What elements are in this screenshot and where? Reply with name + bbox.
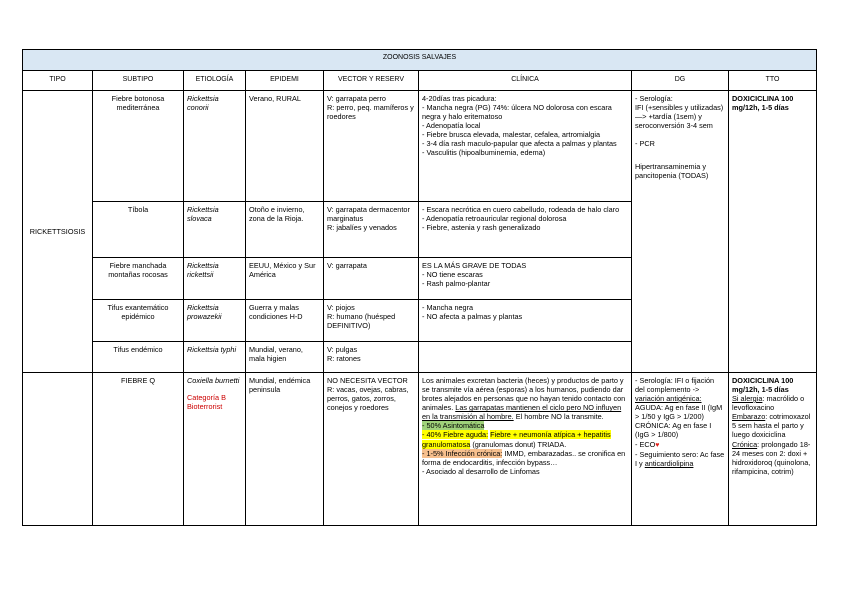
subtipo-cell: Fiebre botonosa mediterránea bbox=[93, 90, 184, 201]
clinica-aguda-triad: Fiebre + neumonía atípica + hepatitis granulomatosa bbox=[422, 430, 611, 449]
clinica-line: - Mancha negra (PG) 74%: úlcera NO dolorosa con escara negra y halo eritematoso bbox=[422, 102, 612, 121]
clinica-line: ES LA MÁS GRAVE DE TODAS bbox=[422, 260, 527, 270]
clinica-line: - Escara necrótica en cuero cabelludo, rodeada de halo claro bbox=[422, 204, 620, 214]
epidemi-cell: EEUU, México y Sur América bbox=[246, 257, 324, 299]
header-tto: TTO bbox=[729, 71, 817, 91]
clinica-text: Los animales excretan bacteria (heces) y productos de parto y se transmite vía aérea (esporas) a los humanos, pudiendo dar brotes alejados en personas que no hayan tenido contacto con animales. bbox=[422, 375, 626, 413]
header-epidemi: EPIDEMI bbox=[246, 71, 324, 91]
dg-line: - ECO bbox=[635, 439, 656, 449]
dg-fiebreq-cell bbox=[632, 372, 729, 525]
dg-line: CRÓNICA: Ag en fase I (IgG > 1/800) bbox=[635, 421, 712, 440]
subtipo-cell: Tíbola bbox=[93, 201, 184, 257]
clinica-line: - Adenopatía local bbox=[422, 121, 481, 131]
etiologia-cell: Rickettsia conorii bbox=[184, 90, 246, 201]
epidemi-cell: Mundial, verano, mala higien bbox=[246, 341, 324, 372]
clinica-cell bbox=[419, 257, 632, 299]
vector-line: R: perro, peq. mamíferos y roedores bbox=[327, 102, 414, 121]
tipo-rickettsiosis: RICKETTSIOSIS bbox=[23, 90, 93, 372]
subtipo-cell: Fiebre manchada montañas rocosas bbox=[93, 257, 184, 299]
header-clinica: CLÍNICA bbox=[419, 71, 632, 91]
vector-cell bbox=[324, 372, 419, 525]
tto-line: : macrólido o levofloxacino bbox=[732, 393, 805, 413]
vector-cell bbox=[324, 299, 419, 341]
tto-alergia-label: Si alergia bbox=[732, 393, 763, 403]
clinica-line: 4-20días tras picadura: bbox=[422, 93, 497, 103]
clinica-line: - NO tiene escaras bbox=[422, 269, 483, 279]
tipo-empty-cell bbox=[23, 372, 93, 525]
dg-line: - Seguimiento sero: Ac fase I y bbox=[635, 450, 725, 469]
etiologia-name: Coxiella burnetti bbox=[187, 375, 240, 385]
vector-cell bbox=[324, 201, 419, 257]
clinica-line: - Vasculitis (hipoalbuminemia, edema) bbox=[422, 148, 546, 158]
vector-line: V: piojos bbox=[327, 302, 355, 312]
vector-line: V: garrapata bbox=[327, 260, 367, 270]
header-etiologia: ETIOLOGÍA bbox=[184, 71, 246, 91]
vector-line: V: pulgas bbox=[327, 344, 358, 354]
epidemi-cell: Verano, RURAL bbox=[246, 90, 324, 201]
epidemi-cell: Guerra y malas condiciones H-D bbox=[246, 299, 324, 341]
vector-cell bbox=[324, 341, 419, 372]
clinica-line: - Adenopatía retroauricular regional dolorosa bbox=[422, 213, 567, 223]
etiologia-cell: Rickettsia typhi bbox=[184, 341, 246, 372]
vector-title: NO NECESITA VECTOR bbox=[327, 375, 408, 385]
heart-icon: ♥ bbox=[655, 441, 660, 449]
etiologia-cell bbox=[184, 372, 246, 525]
tto-embarazo-label: Embarazo bbox=[732, 412, 766, 422]
subtipo-cell: Tifus endémico bbox=[93, 341, 184, 372]
tto-fiebreq-cell bbox=[729, 372, 817, 525]
dg-line: - Serología: IFI o fijación del complemento -> bbox=[635, 375, 715, 394]
dg-line: - Serología: bbox=[635, 93, 673, 103]
tto-cronica-label: Crónica bbox=[732, 439, 758, 449]
clinica-line: - Fiebre brusca elevada, malestar, cefalea, artromialgia bbox=[422, 130, 601, 140]
vector-line: R: jabalíes y venados bbox=[327, 222, 397, 232]
epidemi-cell: Mundial, endémica peninsula bbox=[246, 372, 324, 525]
dg-line: - PCR bbox=[635, 139, 655, 149]
vector-line: R: ratones bbox=[327, 353, 361, 363]
etiologia-cell: Rickettsia rickettsii bbox=[184, 257, 246, 299]
clinica-text: El hombre NO la transmite. bbox=[515, 412, 604, 422]
dg-line: Hipertransaminemia y pancitopenia (TODAS) bbox=[635, 162, 709, 181]
dg-line: variación antigénica: bbox=[635, 393, 702, 403]
subtipo-cell: FIEBRE Q bbox=[93, 372, 184, 525]
header-row bbox=[23, 71, 817, 91]
epidemi-cell: Otoño e invierno, zona de la Rioja. bbox=[246, 201, 324, 257]
tto-line: : cotrimoxazol 5 sem hasta el parto y luego doxiciclina bbox=[732, 412, 811, 440]
clinica-asintomatica: - 50% Asintomática bbox=[422, 421, 485, 431]
clinica-cell bbox=[419, 299, 632, 341]
tto-line: : prolongado 18-24 meses con 2: doxi + hidroxidoroq (quinolona, rifampicina, cotrim) bbox=[732, 439, 811, 476]
clinica-aguda-label: - 40% Fiebre aguda: bbox=[422, 430, 489, 440]
vector-line: V: garrapata perro bbox=[327, 93, 386, 103]
clinica-line: - Mancha negra bbox=[422, 302, 474, 312]
vector-cell bbox=[324, 257, 419, 299]
dg-line: IFI (+sensibles y utilizadas) —> +tardía (1sem) y seroconversión 3-4 sem bbox=[635, 102, 724, 131]
clinica-cronica-text: IMMD, embarazadas.. se cronifica en forma de endocarditis, infección bypass… bbox=[422, 448, 626, 467]
title-row bbox=[23, 50, 817, 71]
dg-rickettsiosis-cell bbox=[632, 90, 729, 372]
clinica-cell bbox=[419, 341, 632, 372]
table-row bbox=[23, 90, 817, 201]
vector-line: R: humano (huésped DEFINITIVO) bbox=[327, 311, 396, 330]
clinica-line: - Rash palmo-plantar bbox=[422, 278, 491, 288]
vector-cell bbox=[324, 90, 419, 201]
header-tipo: TIPO bbox=[23, 71, 93, 91]
vector-line: R: vacas, ovejas, cabras, perros, gatos, zorros, conejos y roedores bbox=[327, 384, 409, 413]
subtipo-cell: Tifus exantemático epidémico bbox=[93, 299, 184, 341]
header-vector: VECTOR Y RESERV bbox=[324, 71, 419, 91]
table-row bbox=[23, 372, 817, 525]
etiologia-cell: Rickettsia prowazekii bbox=[184, 299, 246, 341]
vector-line: V: garrapata dermacentor marginatus bbox=[327, 204, 410, 223]
clinica-line: - Asociado al desarrollo de Linfomas bbox=[422, 466, 540, 476]
tto-line: DOXICICLINA 100 mg/12h, 1-5 días bbox=[732, 375, 794, 394]
clinica-line: - 3-4 día rash maculo-papular que afecta a palmas y plantas bbox=[422, 139, 617, 149]
categoria-label: Categoría B Bioterrorist bbox=[187, 392, 226, 411]
header-subtipo: SUBTIPO bbox=[93, 71, 184, 91]
clinica-line: - Fiebre, astenia y rash generalizado bbox=[422, 222, 541, 232]
clinica-underlined: Las garrapatas mantienen el ciclo pero NO influyen en la transmisión al hombre. bbox=[422, 403, 622, 422]
clinica-cell bbox=[419, 372, 632, 525]
clinica-line: - NO afecta a palmas y plantas bbox=[422, 311, 523, 321]
clinica-cronica-label: - 1-5% Infección crónica: bbox=[422, 448, 503, 458]
etiologia-cell: Rickettsia slovaca bbox=[184, 201, 246, 257]
clinica-cell bbox=[419, 201, 632, 257]
dg-anticardiolipina: anticardiolipina bbox=[644, 459, 694, 469]
clinica-aguda-tail: (granulomas donut) TRIADA. bbox=[472, 439, 567, 449]
zoonosis-table bbox=[22, 49, 817, 526]
tto-rickettsiosis-cell: DOXICICLINA 100 mg/12h, 1-5 días bbox=[729, 90, 817, 372]
table-title: ZOONOSIS SALVAJES bbox=[23, 50, 817, 71]
header-dg: DG bbox=[632, 71, 729, 91]
clinica-cell bbox=[419, 90, 632, 201]
dg-line: AGUDA: Ag en fase II (IgM > 1/50 y IgG > 1/200) bbox=[635, 403, 723, 422]
